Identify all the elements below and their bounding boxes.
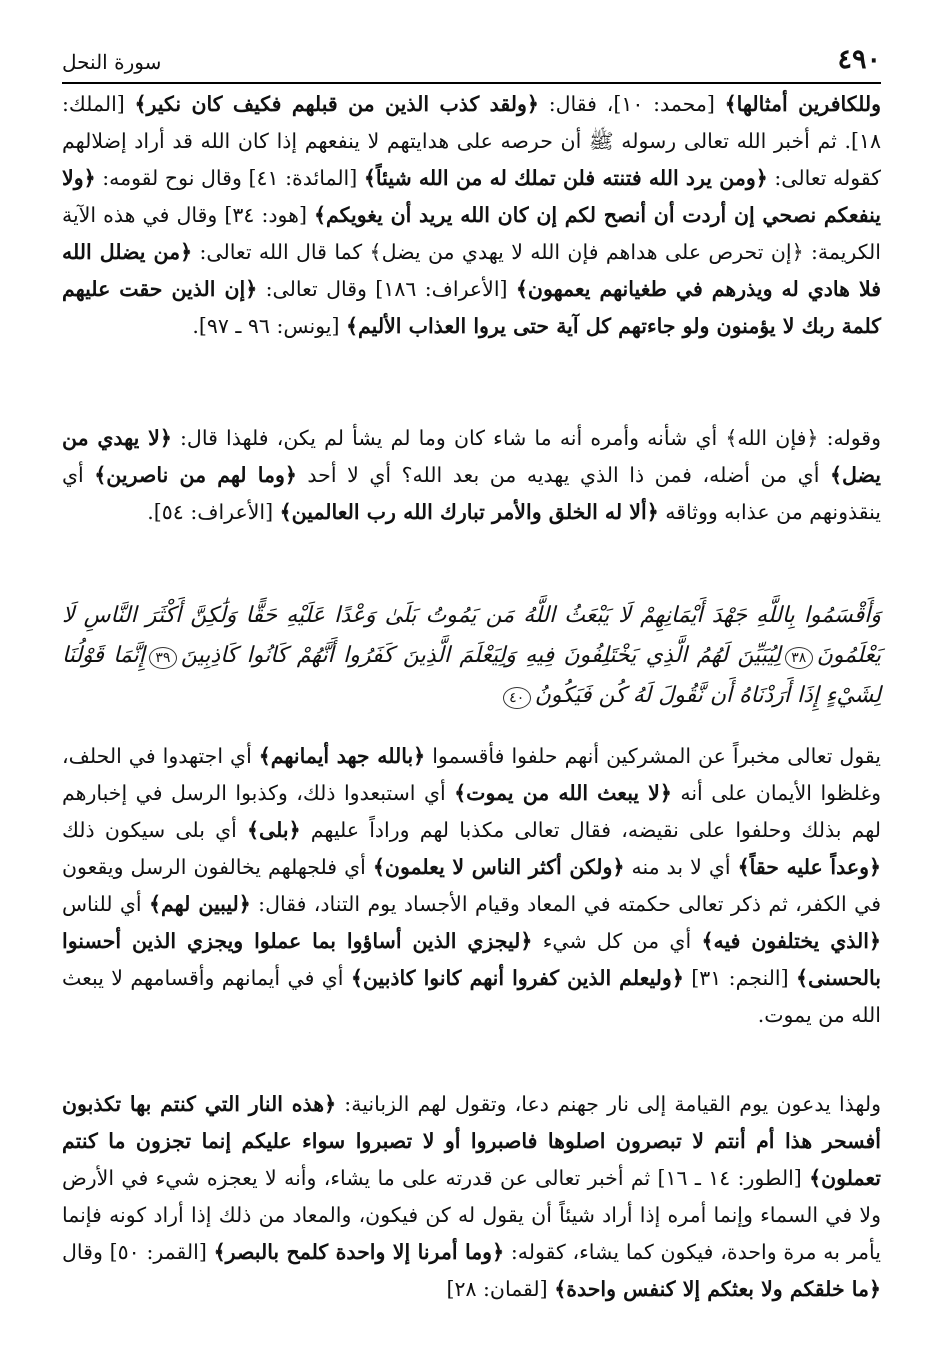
quran-verses [62, 596, 881, 716]
text-run: وقوله: ﴿فإن الله﴾ أي شأنه وأمره أنه ما شاء كان وما لم يشأ لم يكن، فلهذا قال: [171, 426, 882, 450]
quote-bold: ﴿لا يهدي من يضل﴾ [62, 426, 881, 487]
text-run: [المائدة: ٤١] وقال نوح لقومه: [95, 166, 364, 190]
text-run: [الأعراف: ٥٤]. [147, 500, 280, 524]
quote-bold: ﴿ليجزي الذين أساؤوا بما عملوا ويجزي الذين أحسنوا بالحسنى﴾ [62, 929, 881, 990]
ayah-number-marker: ٣٨ [785, 647, 813, 669]
ayah-39-text: لِيُبَيِّنَ لَهُمُ الَّذِي يَخْتَلِفُونَ فِيهِ وَلِيَعْلَمَ الَّذِينَ كَفَرُوا أَنَّهُمْ كَانُوا كَاذِبِينَ [180, 643, 781, 668]
text-run: [النجم: ٣١] [683, 966, 796, 990]
paragraph-3 [62, 738, 881, 1034]
paragraph-2 [62, 420, 881, 531]
text-run: [الطور: ١٤ ـ ١٦] ثم أخبر تعالى عن قدرته على ما يشاء، وأنه لا يعجزه شيء في الأرض ولا في السماء وإنما أمره إذا أراد شيئاً أن يقول له كن فيكون، والمعاد من ذلك إذا أراد كونه فإنما يأمر به مرة واحدة، فيكون كما يشاء، كقوله: [62, 1166, 881, 1264]
quote-bold: ﴿ألا له الخلق والأمر تبارك الله رب العالمين﴾ [279, 500, 659, 524]
text-run: أي من كل شيء [532, 929, 702, 953]
text-run: ولهذا يدعون يوم القيامة إلى نار جهنم دعا، وتقول لهم الزبانية: [336, 1092, 882, 1116]
text-run: أي في أيمانهم وأقسامهم لا يبعث الله من يموت. [62, 966, 881, 1027]
quote-bold: ﴿وما لهم من ناصرين﴾ [94, 463, 297, 487]
text-run: أي للناس [62, 892, 150, 916]
quote-bold: ﴿ولقد كذب الذين من قبلهم فكيف كان نكير﴾ [134, 92, 539, 116]
quote-bold: ﴿الذي يختلفون فيه﴾ [701, 929, 881, 953]
ayah-number-marker: ٣٩ [149, 647, 177, 669]
quote-bold: ﴿ولكن أكثر الناس لا يعلمون﴾ [372, 855, 625, 879]
quote-bold: ﴿من يضلل الله فلا هادي له ويذرهم في طغيانهم يعمهون﴾ [62, 240, 881, 301]
ayah-number-marker: ٤٠ [503, 687, 531, 709]
text-run: [يونس: ٩٦ ـ ٩٧]. [192, 314, 347, 338]
quote-bold: ﴿لا يبعث الله من يموت﴾ [454, 781, 672, 805]
surah-name: سورة النحل [62, 50, 162, 74]
text-run: أي ينقذونهم من عذابه ووثاقه [62, 463, 881, 524]
text-run: [هود: ٣٤] وقال في هذه الآية الكريمة: ﴿إن تحرص على هداهم فإن الله لا يهدي من يضل﴾ كما قال الله تعالى: [62, 203, 882, 264]
ayah-38-text: وَأَقْسَمُوا بِاللَّهِ جَهْدَ أَيْمَانِهِمْ لَا يَبْعَثُ اللَّهُ مَن يَمُوتُ بَلَىٰ وَعْدًا عَلَيْهِ حَقًّا وَلَٰكِنَّ أَكْثَرَ النَّاسِ لَا يَعْلَمُونَ [62, 603, 881, 668]
text-run: أي بلى سيكون ذلك [62, 818, 247, 842]
quote-bold: وللكافرين أمثالها﴾ [724, 92, 881, 116]
paragraph-4 [62, 1086, 881, 1308]
text-run: أي استبعدوا ذلك، وكذبوا الرسل في إخبارهم لهم بذلك وحلفوا على نقيضه، فقال تعالى مكذبا لهم وراداً عليهم [62, 781, 881, 842]
quote-bold: ﴿وعداً عليه حقاً﴾ [737, 855, 881, 879]
quote-bold: ﴿بلى﴾ [246, 818, 301, 842]
paragraph-1 [62, 86, 881, 345]
text-run: أي فلجهلهم يخالفون الرسل ويقعون في الكفر، ثم ذكر تعالى حكمته في المعاد وقيام الأجساد يوم التناد، فقال: [62, 855, 881, 916]
quote-bold: ﴿ليبين لهم﴾ [149, 892, 251, 916]
quote-bold: ﴿بالله جهد أيمانهم﴾ [258, 744, 426, 768]
ayah-40-text: إِنَّمَا قَوْلُنَا لِشَيْءٍ إِذَا أَرَدْنَاهُ أَن نَّقُولَ لَهُ كُن فَيَكُونُ [62, 643, 881, 708]
text-run: [محمد: ١٠]، فقال: [538, 92, 725, 116]
quote-bold: ﴿ولا ينفعكم نصحي إن أردت أن أنصح لكم إن كان الله يريد أن يغويكم﴾ [62, 166, 881, 227]
text-run: أي اجتهدوا في الحلف، وغلظوا الأيمان على أنه [62, 744, 881, 805]
text-run: [الأعراف: ١٨٦] وقال تعالى: [257, 277, 516, 301]
text-run: يقول تعالى مخبراً عن المشركين أنهم حلفوا فأقسموا [425, 744, 881, 768]
quote-bold: ﴿وما أمرنا إلا واحدة كلمح بالبصر﴾ [213, 1240, 505, 1264]
quote-bold: ﴿إن الذين حقت عليهم كلمة ربك لا يؤمنون ولو جاءتهم كل آية حتى يروا العذاب الأليم﴾ [62, 277, 881, 338]
text-run: [القمر: ٥٠] وقال [62, 1240, 214, 1264]
text-run: أي من أضله، فمن ذا الذي يهديه من بعد الله؟ أي لا أحد [296, 463, 830, 487]
quote-bold: ﴿ما خلقكم ولا بعثكم إلا كنفس واحدة﴾ [554, 1277, 881, 1301]
text-run: [الملك: ١٨]. ثم أخبر الله تعالى رسوله ﷺ أن حرصه على هدايتهم لا ينفعهم إذا كان الله قد أراد إضلالهم كقوله تعالى: [62, 92, 881, 190]
quote-bold: ﴿وليعلم الذين كفروا أنهم كانوا كاذبين﴾ [350, 966, 684, 990]
page-header [62, 40, 881, 84]
page-number: ٤٩٠ [837, 44, 881, 75]
text-run: أي لا بد منه [624, 855, 738, 879]
quote-bold: ﴿ومن يرد الله فتنته فلن تملك له من الله شيئاً﴾ [363, 166, 768, 190]
text-run: [لقمان: ٢٨] [446, 1277, 555, 1301]
quote-bold: ﴿هذه النار التي كنتم بها تكذبون أفسحر هذا أم أنتم لا تبصرون اصلوها فاصبروا أو لا تصبروا سواء عليكم إنما تجزون ما كنتم تعملون﴾ [62, 1092, 881, 1190]
